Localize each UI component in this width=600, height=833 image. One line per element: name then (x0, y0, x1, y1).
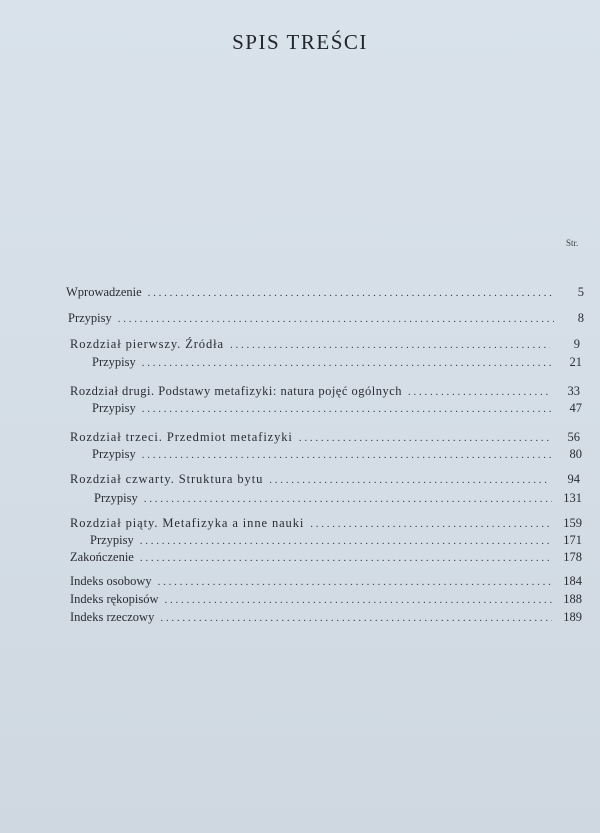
toc-entry-page: 94 (567, 472, 580, 486)
leader-dots (269, 473, 550, 488)
toc-entry-label: Rozdział trzeci. Przedmiot metafizyki (70, 430, 293, 444)
leader-dots (230, 338, 550, 353)
toc-entry-page: 80 (569, 447, 582, 461)
toc-entry-page: 131 (563, 491, 582, 505)
toc-entry-page: 184 (563, 574, 582, 588)
toc-entry-notes (68, 311, 584, 327)
toc-entry-label: Rozdział pierwszy. Źródła (70, 337, 224, 351)
toc-entry-index-subjects (70, 610, 582, 626)
toc-entry-label: Indeks rzeczowy (70, 610, 155, 624)
toc-entry-label: Indeks osobowy (70, 574, 152, 588)
toc-entry-notes (94, 491, 582, 507)
leader-dots (299, 431, 550, 446)
leader-dots (142, 402, 552, 417)
leader-dots (142, 356, 552, 371)
leader-dots (118, 312, 554, 327)
leader-dots (148, 286, 554, 301)
toc-entry-page: 188 (563, 592, 582, 606)
toc-entry-notes (90, 533, 582, 549)
toc-entry-chapter-3 (70, 430, 580, 446)
toc-entry-page: 56 (567, 430, 580, 444)
leader-dots (142, 448, 552, 463)
toc-entry-chapter-4 (70, 472, 580, 488)
toc-entry-page: 159 (563, 516, 582, 530)
toc-entry-conclusion (70, 550, 582, 566)
toc-entry-label: Wprowadzenie (66, 285, 142, 299)
toc-entry-chapter-2 (70, 384, 580, 400)
toc-entry-label: Rozdział drugi. Podstawy metafizyki: natura pojęć ogólnych (70, 384, 403, 398)
toc-entry-label: Indeks rękopisów (70, 592, 159, 606)
toc-entry-chapter-5 (70, 516, 582, 532)
toc-entry-label: Przypisy (90, 533, 134, 547)
toc-entry-label: Rozdział czwarty. Struktura bytu (70, 472, 264, 486)
leader-dots (160, 611, 552, 626)
toc-entry-label: Przypisy (92, 447, 136, 461)
leader-dots (144, 492, 552, 507)
toc-entry-page: 9 (573, 337, 580, 351)
leader-dots (165, 593, 552, 608)
toc-entry-label: Zakończenie (70, 550, 134, 564)
leader-dots (310, 517, 552, 532)
toc-entry-notes (92, 401, 582, 417)
toc-entry-notes (92, 355, 582, 371)
toc-entry-page: 189 (563, 610, 582, 624)
page-title: SPIS TREŚCI (232, 30, 368, 54)
toc-entry-page: 171 (563, 533, 582, 547)
leader-dots (140, 551, 552, 566)
toc-entry-index-manuscripts (70, 592, 582, 608)
toc-entry-label: Przypisy (92, 355, 136, 369)
toc-entry-index-persons (70, 574, 582, 590)
leader-dots (140, 534, 552, 549)
toc-entry-page: 47 (569, 401, 582, 415)
toc-entry-page: 21 (569, 355, 582, 369)
toc-entry-label: Przypisy (92, 401, 136, 415)
toc-entry-page: 5 (577, 285, 584, 299)
toc-entry-introduction (66, 285, 584, 301)
toc-entry-page: 8 (577, 311, 584, 325)
toc-entry-notes (92, 447, 582, 463)
toc-entry-label: Przypisy (68, 311, 112, 325)
toc-entry-label: Rozdział piąty. Metafizyka a inne nauki (70, 516, 305, 530)
toc-entry-chapter-1 (70, 337, 580, 353)
toc-entry-page: 33 (567, 384, 580, 398)
toc-entry-label: Przypisy (94, 491, 138, 505)
toc-entry-page: 178 (563, 550, 582, 564)
leader-dots (158, 575, 552, 590)
page-column-label: Str. (566, 238, 579, 248)
leader-dots (408, 385, 550, 400)
